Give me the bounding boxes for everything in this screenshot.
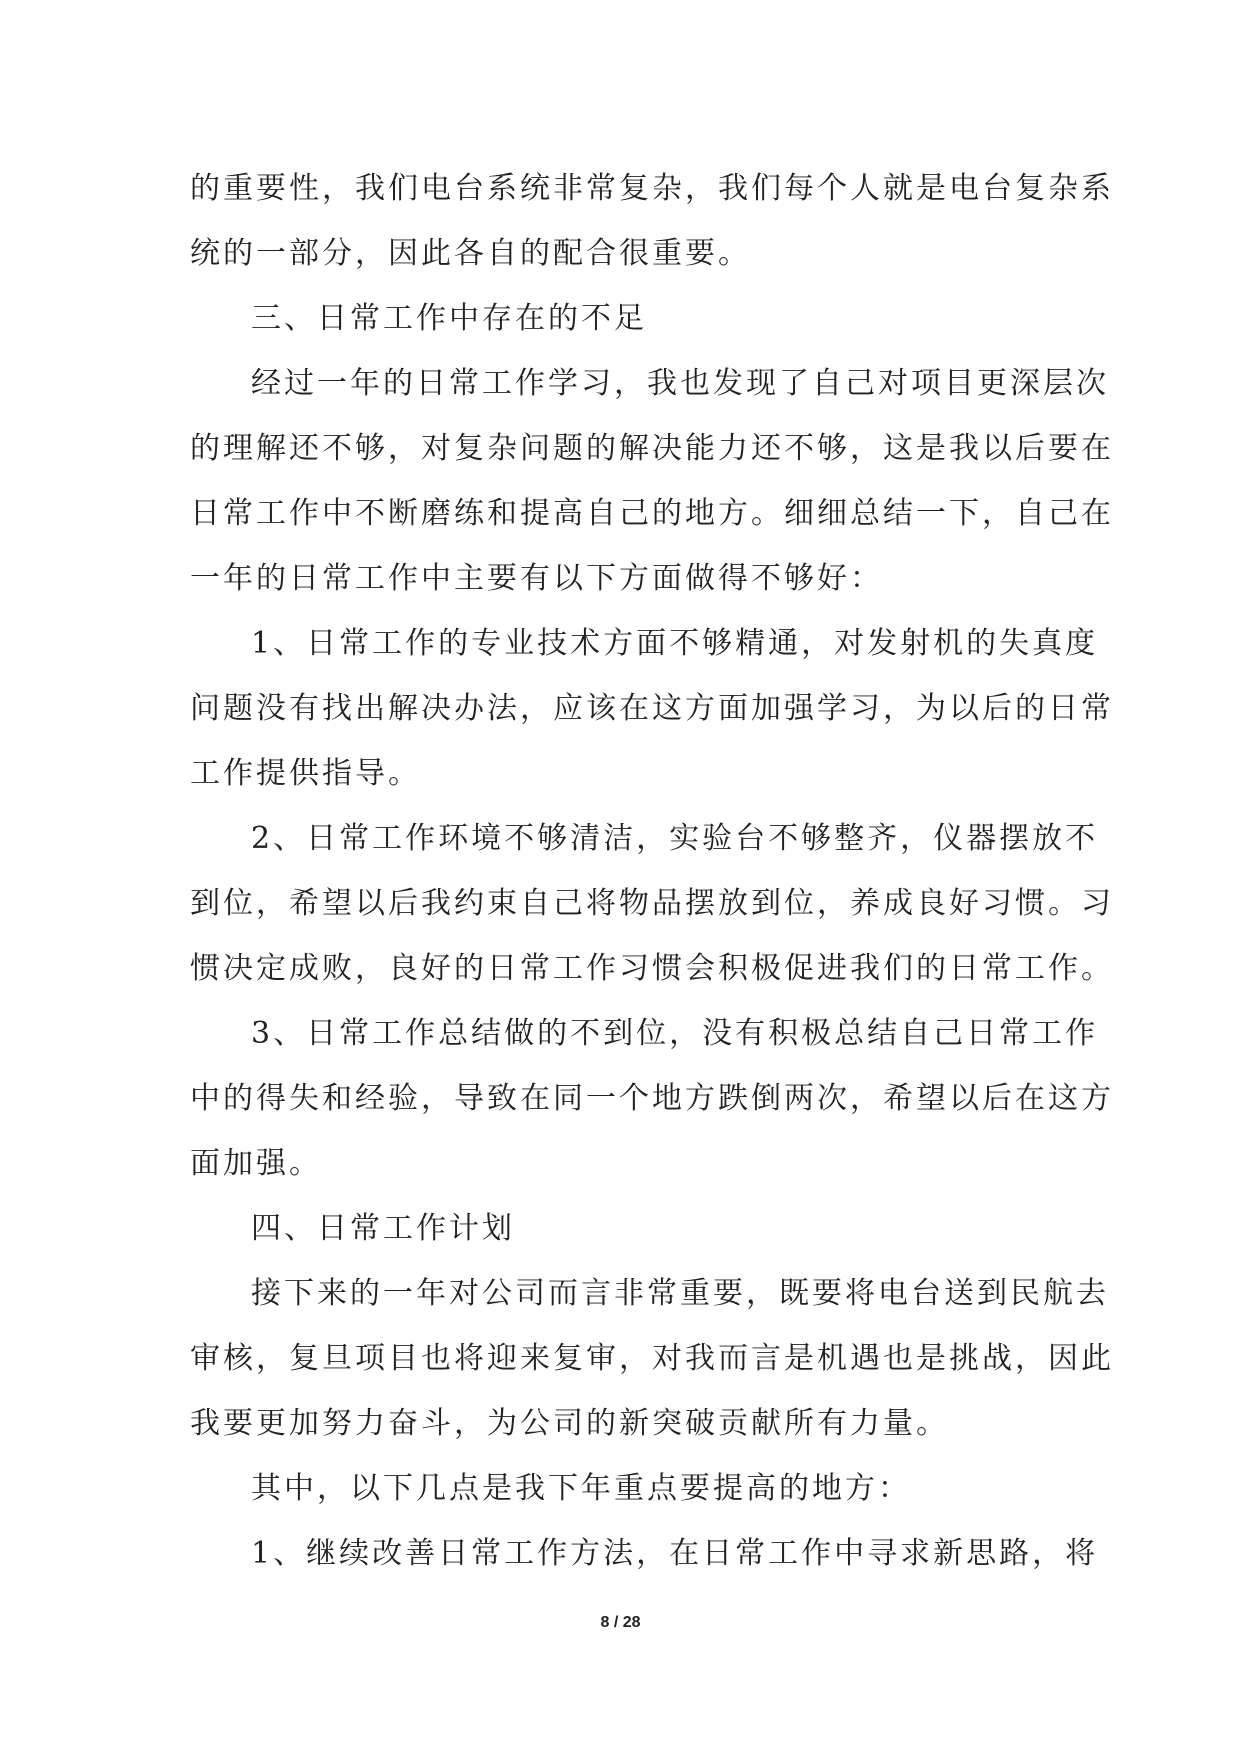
page-number: 8 / 28 xyxy=(600,1614,641,1631)
text-line: 其中，以下几点是我下年重点要提高的地方： xyxy=(251,1471,911,1506)
text-line: 日常工作中不断磨练和提高自己的地方。细细总结一下，自己在 xyxy=(190,496,1114,531)
text-line: 的理解还不够，对复杂问题的解决能力还不够，这是我以后要在 xyxy=(190,431,1114,466)
text-line: 惯决定成败，良好的日常工作习惯会积极促进我们的日常工作。 xyxy=(190,951,1114,986)
text-line: 中的得失和经验，导致在同一个地方跌倒两次，希望以后在这方 xyxy=(190,1081,1114,1116)
text-line: 到位，希望以后我约束自己将物品摆放到位，养成良好习惯。习 xyxy=(190,886,1114,921)
text-line: 审核，复旦项目也将迎来复审，对我而言是机遇也是挑战，因此 xyxy=(190,1341,1114,1376)
document-body xyxy=(190,156,1114,1586)
section-heading: 四、日常工作计划 xyxy=(251,1211,515,1246)
text-line: 1、继续改善日常工作方法，在日常工作中寻求新思路，将 xyxy=(251,1536,1099,1571)
text-line: 经过一年的日常工作学习，我也发现了自己对项目更深层次 xyxy=(251,366,1109,401)
text-line: 接下来的一年对公司而言非常重要，既要将电台送到民航去 xyxy=(251,1276,1109,1311)
text-line: 问题没有找出解决办法，应该在这方面加强学习，为以后的日常 xyxy=(190,691,1114,726)
text-line: 3、日常工作总结做的不到位，没有积极总结自己日常工作 xyxy=(251,1016,1099,1051)
text-line: 面加强。 xyxy=(190,1146,322,1181)
text-line: 2、日常工作环境不够清洁，实验台不够整齐，仪器摆放不 xyxy=(251,821,1099,856)
text-line: 1、日常工作的专业技术方面不够精通，对发射机的失真度 xyxy=(251,626,1099,661)
text-line: 我要更加努力奋斗，为公司的新突破贡献所有力量。 xyxy=(190,1406,949,1441)
text-line: 一年的日常工作中主要有以下方面做得不够好： xyxy=(190,561,883,596)
text-line: 的重要性，我们电台系统非常复杂，我们每个人就是电台复杂系 xyxy=(190,171,1114,206)
text-line: 统的一部分，因此各自的配合很重要。 xyxy=(190,236,751,271)
section-heading: 三、日常工作中存在的不足 xyxy=(251,301,647,336)
text-line: 工作提供指导。 xyxy=(190,756,421,791)
